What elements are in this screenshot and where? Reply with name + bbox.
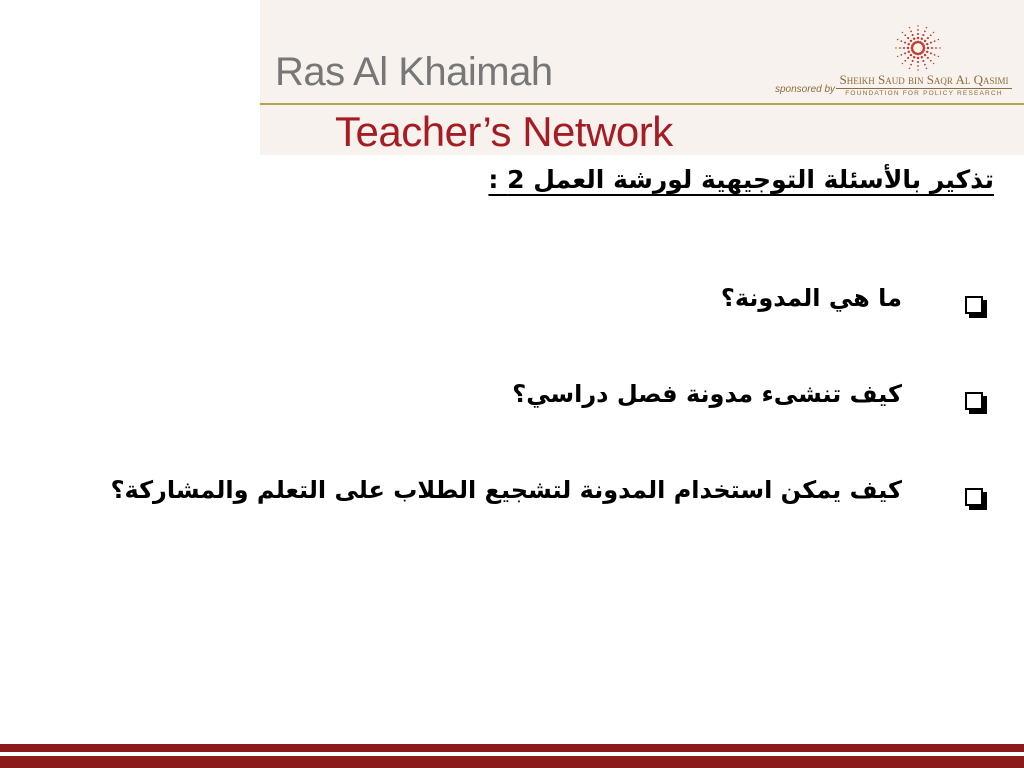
slide-title: تذكير بالأسئلة التوجيهية لورشة العمل 2 :: [488, 165, 994, 194]
starburst-dot: [927, 47, 929, 49]
starburst-dot: [907, 57, 909, 59]
brand-name: Ras Al Khaimah: [275, 50, 553, 94]
starburst-dot: [939, 47, 940, 48]
starburst-dot: [917, 41, 920, 44]
starburst-dot: [926, 43, 928, 45]
starburst-dot: [909, 68, 910, 69]
square-bullet-icon: [965, 488, 983, 506]
starburst-dot: [913, 56, 915, 58]
starburst-dot: [911, 49, 914, 52]
sponsor-subtitle: FOUNDATION FOR POLICY RESEARCH: [845, 90, 1003, 97]
starburst-dot: [921, 56, 923, 58]
starburst-dot: [935, 47, 937, 49]
starburst-dot: [938, 56, 939, 57]
starburst-dot: [934, 40, 936, 42]
starburst-dot: [934, 54, 936, 56]
footer-stripe-top: [0, 744, 1024, 752]
starburst-dot: [933, 63, 934, 64]
starburst-dot: [908, 43, 910, 45]
starburst-dot: [917, 61, 919, 63]
starburst-dot: [930, 52, 932, 54]
starburst-dot: [926, 51, 928, 53]
starburst-dot: [933, 32, 934, 33]
starburst-dot: [910, 54, 912, 56]
starburst-dot: [938, 39, 939, 40]
question-item: كيف يمكن استخدام المدونة لتشجيع الطلاب على التعلم والمشاركة؟: [110, 476, 902, 504]
square-bullet-icon: [965, 392, 983, 410]
sponsor-name: Sheikh Saud bin Saqr Al Qasimi: [839, 72, 1009, 87]
starburst-dot: [904, 60, 906, 62]
starburst-dot: [917, 25, 918, 26]
starburst-dot: [926, 68, 927, 69]
starburst-dot: [900, 40, 902, 42]
starburst-dot: [911, 47, 914, 50]
starburst-dot: [924, 54, 926, 56]
starburst-dot: [924, 40, 926, 42]
starburst-dot: [917, 57, 919, 59]
starburst-dot: [927, 57, 929, 59]
starburst-dot: [917, 29, 919, 31]
starburst-dot: [902, 63, 903, 64]
starburst-dot: [917, 69, 918, 70]
starburst-dot: [922, 34, 924, 36]
sponsor-prefix: sponsored by: [775, 84, 836, 95]
starburst-dot: [923, 47, 926, 50]
question-item: كيف تنشىء مدونة فصل دراسي؟: [512, 380, 902, 408]
starburst-dot: [917, 37, 919, 39]
starburst-dot: [926, 27, 927, 28]
starburst-dot: [924, 64, 926, 66]
starburst-dot: [930, 34, 932, 36]
starburst-dot: [930, 60, 932, 62]
starburst-dot: [904, 34, 906, 36]
starburst-dot: [910, 30, 912, 32]
starburst-dot: [907, 37, 909, 39]
starburst-dot: [914, 41, 917, 44]
starburst-dot: [922, 44, 925, 47]
starburst-dot: [900, 54, 902, 56]
starburst-dot: [919, 52, 922, 55]
starburst-dot: [897, 39, 898, 40]
starburst-icon: [892, 22, 944, 74]
starburst-dot: [930, 42, 932, 44]
starburst-dot: [897, 56, 898, 57]
starburst-dot: [904, 42, 906, 44]
starburst-dot: [903, 47, 905, 49]
starburst-dot: [931, 47, 933, 49]
starburst-dot: [921, 38, 923, 40]
starburst-dot: [912, 60, 914, 62]
starburst-dot: [922, 60, 924, 62]
footer-stripe-bottom: [0, 756, 1024, 768]
starburst-dot: [910, 40, 912, 42]
starburst-dot: [895, 47, 896, 48]
starburst-dot: [913, 38, 915, 40]
sponsor-divider: [836, 88, 1012, 89]
starburst-dot: [909, 27, 910, 28]
starburst-dot: [908, 51, 910, 53]
starburst-dot: [899, 47, 901, 49]
starburst-dot: [904, 52, 906, 54]
question-item: ما هي المدونة؟: [720, 284, 902, 312]
starburst-dot: [910, 64, 912, 66]
starburst-dot: [917, 33, 919, 35]
starburst-dot: [902, 32, 903, 33]
starburst-dot: [907, 47, 909, 49]
starburst-dot: [912, 34, 914, 36]
brand-subtitle: Teacher’s Network: [335, 108, 673, 155]
starburst-dot: [924, 30, 926, 32]
starburst-dot: [927, 37, 929, 39]
starburst-dot: [917, 53, 920, 56]
starburst-dot: [917, 65, 919, 67]
square-bullet-icon: [965, 296, 983, 314]
header-divider: [260, 103, 1024, 105]
